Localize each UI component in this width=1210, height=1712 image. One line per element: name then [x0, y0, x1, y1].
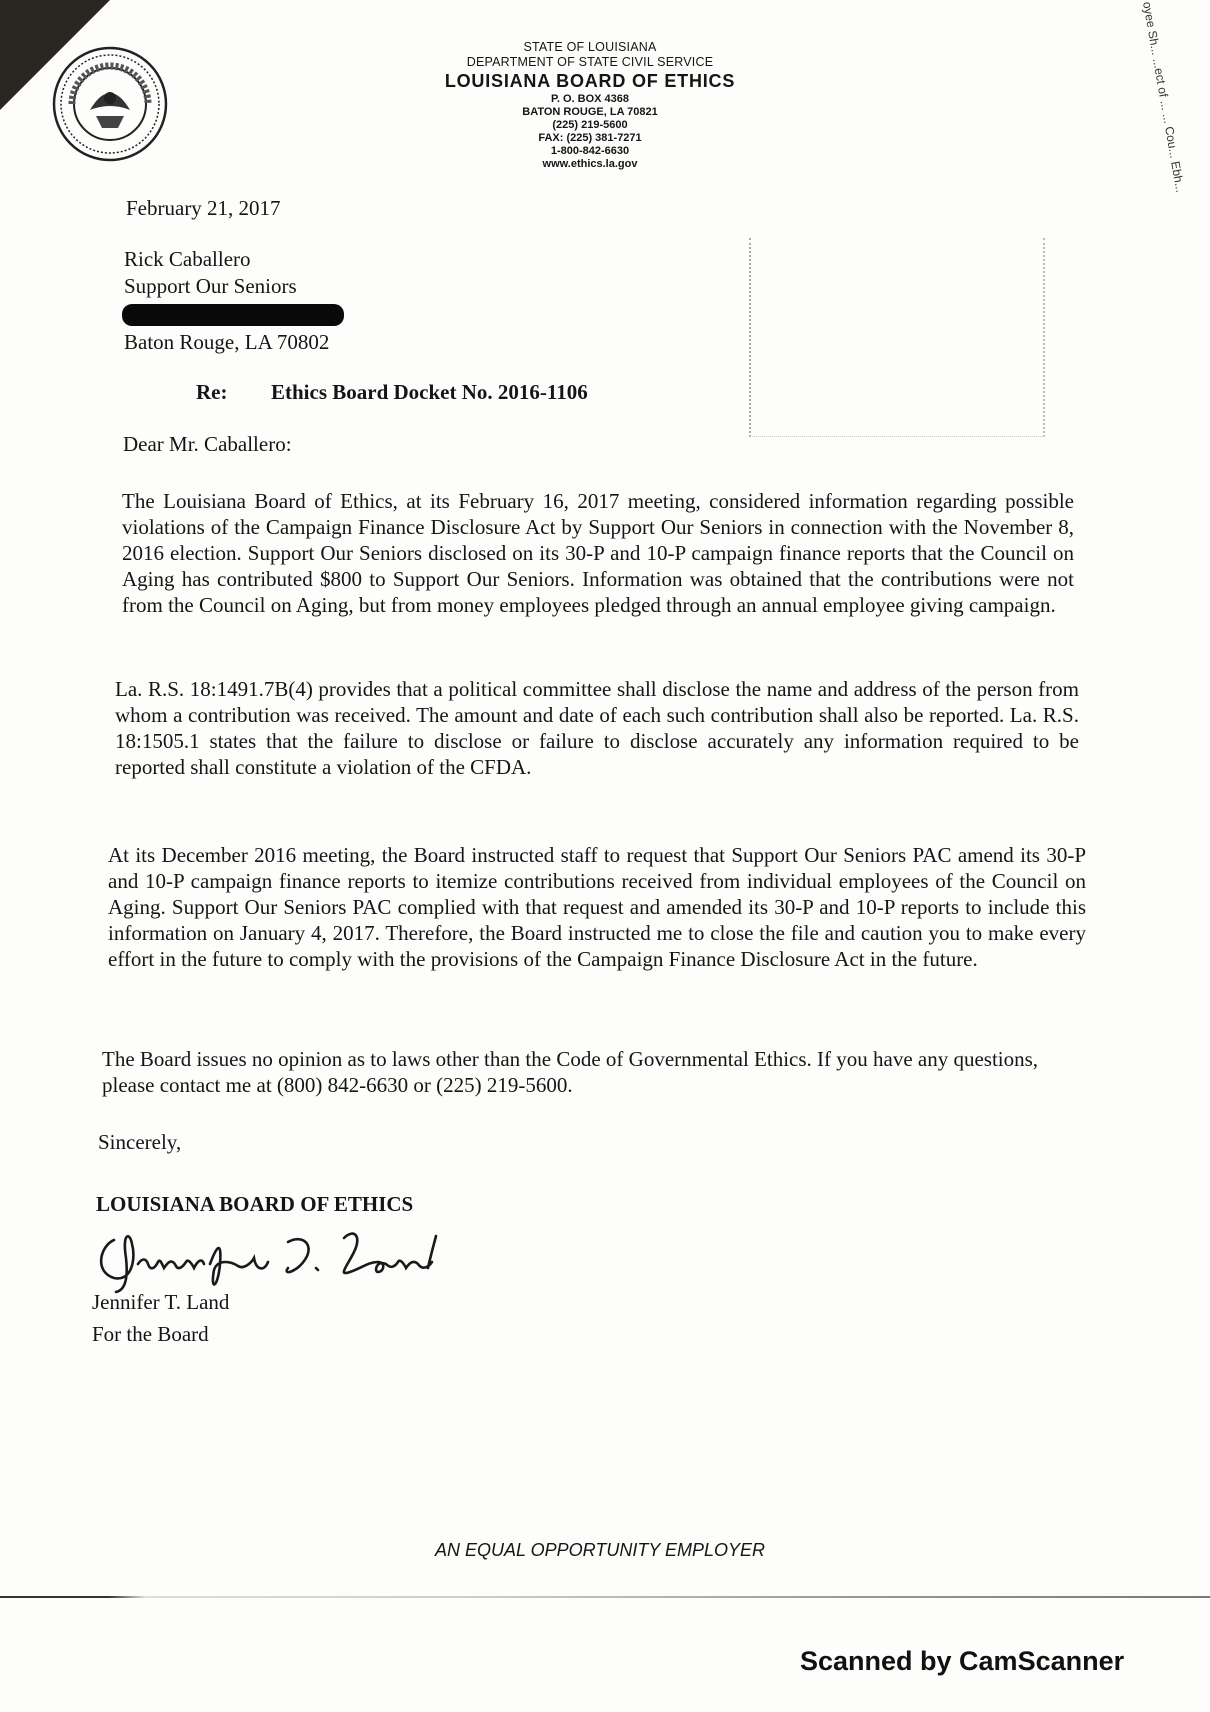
closing: Sincerely,: [98, 1130, 182, 1154]
adjacent-page-text: oyee Sh... ...ect of ... ... Cou... Ebh...: [1139, 0, 1187, 194]
letterhead-fax: FAX: (225) 381-7271: [538, 131, 642, 144]
letterhead-board: LOUISIANA BOARD OF ETHICS: [444, 70, 736, 91]
adjacent-page-scrap: [1139, 0, 1210, 250]
body-paragraph: The Board issues no opinion as to laws other than the Code of Governmental Ethics. If you have any questions, please contact me at (800) 842-6630 or (225) 219-5600.: [102, 1047, 1039, 1097]
redacted-street: [122, 304, 344, 326]
subject-line: [196, 380, 588, 405]
signer-title: For the Board: [92, 1322, 209, 1346]
recipient-org: Support Our Seniors: [124, 274, 297, 298]
recipient-name: Rick Caballero: [124, 247, 251, 271]
scanner-watermark: Scanned by CamScanner: [800, 1646, 1125, 1676]
body-paragraph: At its December 2016 meeting, the Board instructed staff to request that Support Our Seniors PAC amend its 30-P and 10-P campaign finance reports to itemize contributions received from individual employees of the Council on Aging. Support Our Seniors PAC complied with that request and amended its 30-P and 10-P reports to include this information on January 4, 2017. Therefore, the Board instructed me to close the file and caution you to make every effort in the future to comply with the provisions of the Campaign Finance Disclosure Act in the future.: [108, 843, 1086, 971]
page-edge-line: [0, 1596, 1210, 1598]
letter-date: February 21, 2017: [126, 196, 281, 220]
recipient-address: [124, 246, 344, 356]
body-paragraph: La. R.S. 18:1491.7B(4) provides that a political committee shall disclose the name and address of the person from whom a contribution was received. The amount and date of each such contribution shall also be reported. La. R.S. 18:1505.1 states that the failure to disclose or failure to disclose accurately any information required to be reported shall constitute a violation of the CFDA.: [115, 677, 1079, 779]
letterhead-web: www.ethics.la.gov: [542, 157, 638, 170]
subject-text: Ethics Board Docket No. 2016-1106: [271, 380, 588, 404]
salutation: Dear Mr. Caballero:: [123, 432, 292, 456]
letterhead-state: STATE OF LOUISIANA: [523, 40, 657, 54]
equal-opportunity-footer: AN EQUAL OPPORTUNITY EMPLOYER: [434, 1540, 766, 1560]
letterhead-department: DEPARTMENT OF STATE CIVIL SERVICE: [466, 54, 714, 69]
letterhead-phone: (225) 219-5600: [552, 118, 628, 131]
recipient-city: Baton Rouge, LA 70802: [124, 330, 330, 354]
letterhead: [400, 40, 780, 171]
body-paragraph: The Louisiana Board of Ethics, at its February 16, 2017 meeting, considered information regarding possible violations of the Campaign Finance Disclosure Act by Support Our Seniors in connection with the November 8, 2016 election. Support Our Seniors disclosed on its 30-P and 10-P campaign finance reports that the Council on Aging has contributed $800 to Support Our Seniors. Information was obtained that the contributions were not from the Council on Aging, but from money employees pledged through an annual employee giving campaign.: [122, 489, 1074, 617]
letterhead-tollfree: 1-800-842-6630: [550, 144, 630, 157]
letterhead-city: BATON ROUGE, LA 70821: [522, 105, 658, 118]
stamp-area: [749, 238, 1045, 437]
signer-block: [92, 1286, 229, 1350]
subject-label: Re:: [196, 380, 228, 404]
signer-name: Jennifer T. Land: [92, 1290, 230, 1314]
letterhead-po-box: P. O. BOX 4368: [550, 92, 630, 105]
state-seal-icon: [52, 46, 168, 162]
signature-org: LOUISIANA BOARD OF ETHICS: [96, 1192, 414, 1216]
